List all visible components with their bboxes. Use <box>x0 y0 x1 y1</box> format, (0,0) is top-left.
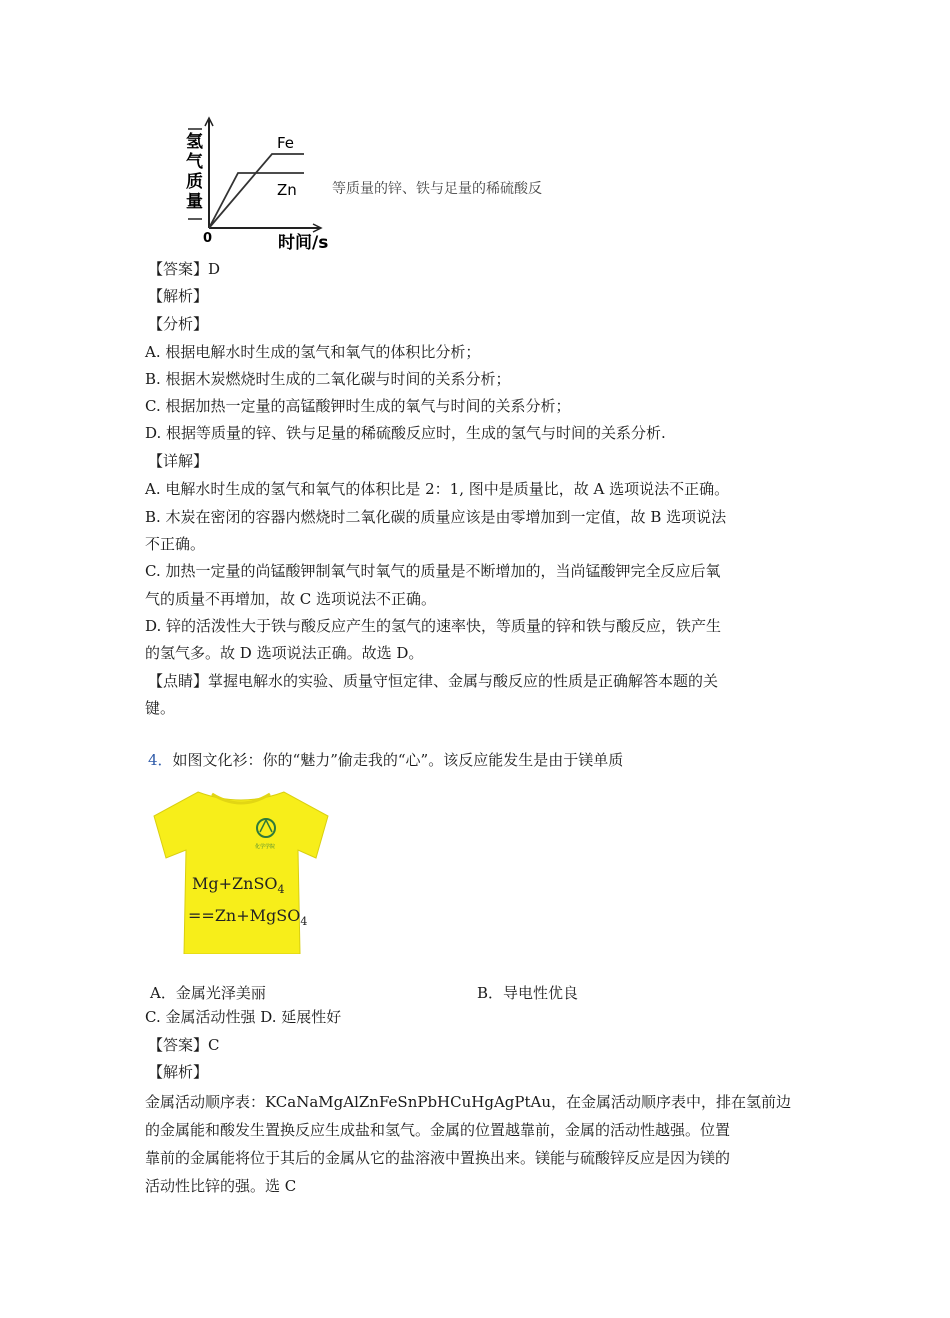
q3-jiexi-heading: 【解析】 <box>148 287 209 305</box>
q4-stem <box>148 750 623 770</box>
q3-analysis-c: C. 根据加热一定量的高锰酸钾时生成的氧气与时间的关系分析； <box>145 397 571 415</box>
fe-series-label: Fe <box>277 134 295 152</box>
q4-explanation-1: 金属活动顺序表：KCaNaMgAlZnFeSnPbHCuHgAgPtAu，在金属活动顺序表中，排在氢前边 <box>145 1093 792 1111</box>
q4-stem-text: 如图文化衫：你的“魅力”偷走我的“心”。该反应能发生是由于镁单质 <box>172 751 624 769</box>
hydrogen-mass-graph <box>180 115 600 260</box>
q3-detail-b-cont: 不正确。 <box>145 535 206 553</box>
q4-number: 4． <box>148 751 173 769</box>
origin-label: 0 <box>203 231 213 246</box>
shirt-equation-line2: ==Zn+MgSO$_4$ <box>188 906 308 928</box>
q3-detail-d: D. 锌的活泼性大于铁与酸反应产生的氢气的速率快，等质量的锌和铁与酸反应，铁产生 <box>145 617 722 635</box>
q4-option-b: B．导电性优良 <box>477 984 579 1002</box>
graph-caption: 等质量的锌、铁与足量的稀硫酸反 <box>332 181 542 197</box>
q4-option-a: A．金属光泽美丽 <box>150 984 266 1002</box>
q3-detail-b: B. 木炭在密闭的容器内燃烧时二氧化碳的质量应该是由零增加到一定值，故 B 选项说法 <box>145 508 727 526</box>
tshirt-illustration <box>152 786 330 954</box>
shirt-equation-line1: Mg+ZnSO$_4$ <box>192 874 285 896</box>
shirt-logo-text: 化学学院 <box>255 844 276 850</box>
y-label-char: 质 <box>186 172 203 192</box>
q3-analysis-a: A. 根据电解水时生成的氢气和氧气的体积比分析； <box>145 343 481 361</box>
q3-detail-d-cont: 的氢气多。故 D 选项说法正确。故选 D。 <box>145 644 424 662</box>
q4-jiexi-heading: 【解析】 <box>148 1063 209 1081</box>
y-label-char: 氢 <box>186 132 203 152</box>
x-axis-label: 时间/s <box>278 233 329 253</box>
q4-answer: 【答案】C <box>148 1036 220 1054</box>
q3-analysis-b: B. 根据木炭燃烧时生成的二氧化碳与时间的关系分析； <box>145 370 511 388</box>
y-label-char: 量 <box>186 192 203 212</box>
tshirt-shape <box>154 792 328 954</box>
q4-explanation-3: 靠前的金属能将位于其后的金属从它的盐溶液中置换出来。镁能与硫酸锌反应是因为镁的 <box>145 1149 731 1167</box>
q3-dianjing-cont: 键。 <box>145 699 176 717</box>
q4-explanation-4: 活动性比锌的强。选 C <box>145 1177 297 1195</box>
q3-detail-a: A. 电解水时生成的氢气和氧气的体积比是 2：1, 图中是质量比，故 A 选项说法不正确。 <box>145 480 730 498</box>
q3-detail-c-cont: 气的质量不再增加，故 C 选项说法不正确。 <box>145 590 437 608</box>
q4-option-cd: C. 金属活动性强 D. 延展性好 <box>145 1008 342 1026</box>
q3-fenxi-heading: 【分析】 <box>148 315 209 333</box>
q4-explanation-2: 的金属能和酸发生置换反应生成盐和氢气。金属的位置越靠前，金属的活动性越强。位置 <box>145 1121 731 1139</box>
q3-analysis-d: D. 根据等质量的锌、铁与足量的稀硫酸反应时，生成的氢气与时间的关系分析. <box>145 424 666 442</box>
q3-detail-c: C. 加热一定量的尚锰酸钾制氧气时氧气的质量是不断增加的，当尚锰酸钾完全反应后氧 <box>145 562 721 580</box>
zn-series-label: Zn <box>277 181 297 199</box>
q3-xiangjie-heading: 【详解】 <box>148 452 209 470</box>
y-label-char: 气 <box>186 152 203 172</box>
q3-dianjing: 【点睛】掌握电解水的实验、质量守恒定律、金属与酸反应的性质是正确解答本题的关 <box>148 672 719 690</box>
q3-answer: 【答案】D <box>148 260 221 278</box>
